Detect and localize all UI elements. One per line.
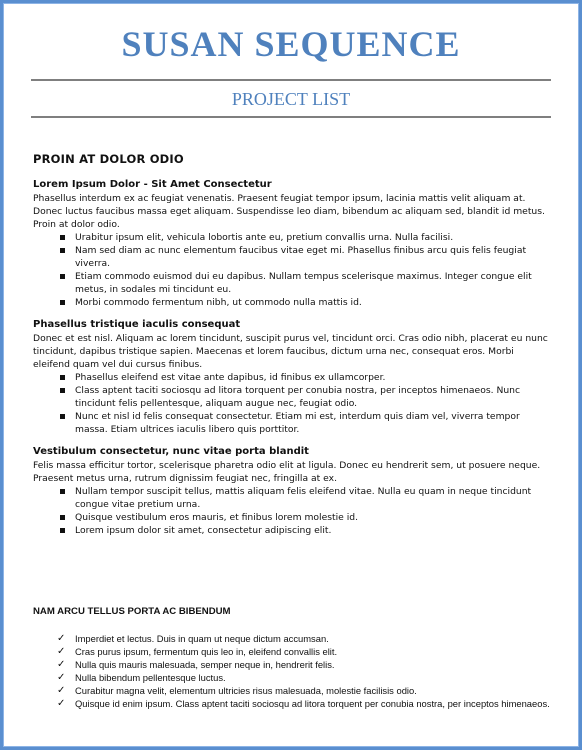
header-rule-bottom — [31, 116, 551, 118]
checklist-item — [57, 671, 551, 684]
bullet-text: Nunc et nisl id felis consequat consectetur. Etiam mi est, interdum quis diam vel, viverra tempor massa. Etiam ultrices iaculis libero quis porttitor. — [75, 411, 520, 435]
square-bullet-icon — [60, 300, 65, 305]
bullet-item — [75, 244, 551, 270]
checkmark-icon: ✓ — [57, 646, 66, 657]
checklist-item — [57, 684, 551, 697]
project-entry — [33, 445, 551, 537]
square-bullet-icon — [60, 489, 65, 494]
bullet-list — [33, 231, 551, 309]
square-bullet-icon — [60, 248, 65, 253]
header-rule-top — [31, 79, 551, 81]
checkmark-icon: ✓ — [57, 633, 66, 644]
checklist-text: Nulla bibendum pellentesque luctus. — [75, 672, 226, 683]
project-description: Donec et est nisl. Aliquam ac lorem tincidunt, suscipit purus vel, tincidunt orci. Cras odio nibh, placerat eu nunc tincidunt, dapibus tristique sapien. Maecenas et lorem faucibus, dictum urna nec, consequat eros. Morbi eleifend quam vel dui cursus finibus. — [33, 333, 548, 370]
section-title: NAM ARCU TELLUS PORTA AC BIBENDUM — [33, 606, 231, 617]
square-bullet-icon — [60, 528, 65, 533]
section-projects — [33, 153, 551, 546]
bullet-text: Lorem ipsum dolor sit amet, consectetur adipiscing elit. — [75, 525, 332, 536]
project-title: Phasellus tristique iaculis consequat — [33, 319, 241, 330]
square-bullet-icon — [60, 375, 65, 380]
bullet-item — [75, 511, 551, 524]
checklist-text: Quisque id enim ipsum. Class aptent taciti sociosqu ad litora torquent per conubia nostra, per inceptos himenaeos. — [75, 698, 550, 709]
checklist-item — [57, 658, 551, 671]
bullet-text: Phasellus eleifend est vitae ante dapibus, id finibus ex ullamcorper. — [75, 372, 386, 383]
project-title: Lorem Ipsum Dolor - Sit Amet Consectetur — [33, 179, 272, 190]
bullet-item — [75, 384, 551, 410]
checklist-item — [57, 645, 551, 658]
checklist-text: Imperdiet et lectus. Duis in quam ut neque dictum accumsan. — [75, 633, 329, 644]
checklist-item — [57, 632, 551, 645]
checklist-text: Cras purus ipsum, fermentum quis leo in, eleifend convallis elit. — [75, 646, 338, 657]
square-bullet-icon — [60, 515, 65, 520]
bullet-item — [75, 296, 551, 309]
project-entry — [33, 318, 551, 436]
project-description: Felis massa efficitur tortor, scelerisque pharetra odio elit at ligula. Donec eu hendrerit sem, ut posuere neque. Praesent metus urna, rutrum dignissim feugiat nec, fringilla at ex. — [33, 460, 541, 484]
checklist — [33, 632, 551, 710]
checkmark-icon: ✓ — [57, 698, 66, 709]
bullet-text: Class aptent taciti sociosqu ad litora torquent per conubia nostra, per inceptos himenaeos. Nunc tincidunt felis pellentesque, aliquam augue nec, feugiat odio. — [75, 385, 521, 409]
bullet-list — [33, 485, 551, 537]
bullet-text: Nullam tempor suscipit tellus, mattis aliquam felis eleifend vitae. Nulla eu quam in neque tincidunt congue vitae pretium urna. — [75, 486, 532, 510]
bullet-item — [75, 524, 551, 537]
bullet-item — [75, 270, 551, 296]
bullet-text: Nam sed diam ac nunc elementum faucibus vitae eget mi. Phasellus finibus arcu quis felis feugiat viverra. — [75, 245, 527, 269]
bullet-text: Etiam commodo euismod dui eu dapibus. Nullam tempus scelerisque maximus. Integer congue elit metus, in sodales mi tincidunt eu. — [75, 271, 532, 295]
checklist-text: Curabitur magna velit, elementum ultricies risus malesuada, molestie facilisis odio. — [75, 685, 417, 696]
bullet-text: Quisque vestibulum eros mauris, et finibus lorem molestie id. — [75, 512, 359, 523]
header-subtitle: PROJECT LIST — [231, 89, 351, 109]
checkmark-icon: ✓ — [57, 659, 66, 670]
checklist-text: Nulla quis mauris malesuada, semper neque in, hendrerit felis. — [75, 659, 335, 670]
bullet-text: Morbi commodo fermentum nibh, ut commodo nulla mattis id. — [75, 297, 362, 308]
section-title: PROIN AT DOLOR ODIO — [33, 152, 184, 166]
bullet-list — [33, 371, 551, 436]
project-entry — [33, 178, 551, 309]
square-bullet-icon — [60, 388, 65, 393]
header-name: SUSAN SEQUENCE — [121, 24, 461, 64]
bullet-item — [75, 371, 551, 384]
section-highlights — [33, 605, 551, 710]
checkmark-icon: ✓ — [57, 672, 66, 683]
square-bullet-icon — [60, 235, 65, 240]
square-bullet-icon — [60, 414, 65, 419]
project-description: Phasellus interdum ex ac feugiat venenatis. Praesent feugiat tempor ipsum, lacinia mattis velit aliquam at. Donec luctus faucibus massa eget aliquam. Suspendisse leo diam, bibendum ac aliquam sed, blandit id metus. Proin at dolor odio. — [33, 193, 545, 230]
bullet-text: Urabitur ipsum elit, vehicula lobortis ante eu, pretium convallis urna. Nulla facilisi. — [75, 232, 454, 243]
square-bullet-icon — [60, 274, 65, 279]
bullet-item — [75, 410, 551, 436]
bullet-item — [75, 485, 551, 511]
bullet-item — [75, 231, 551, 244]
checkmark-icon: ✓ — [57, 685, 66, 696]
checklist-item — [57, 697, 551, 710]
project-title: Vestibulum consectetur, nunc vitae porta blandit — [33, 446, 309, 457]
